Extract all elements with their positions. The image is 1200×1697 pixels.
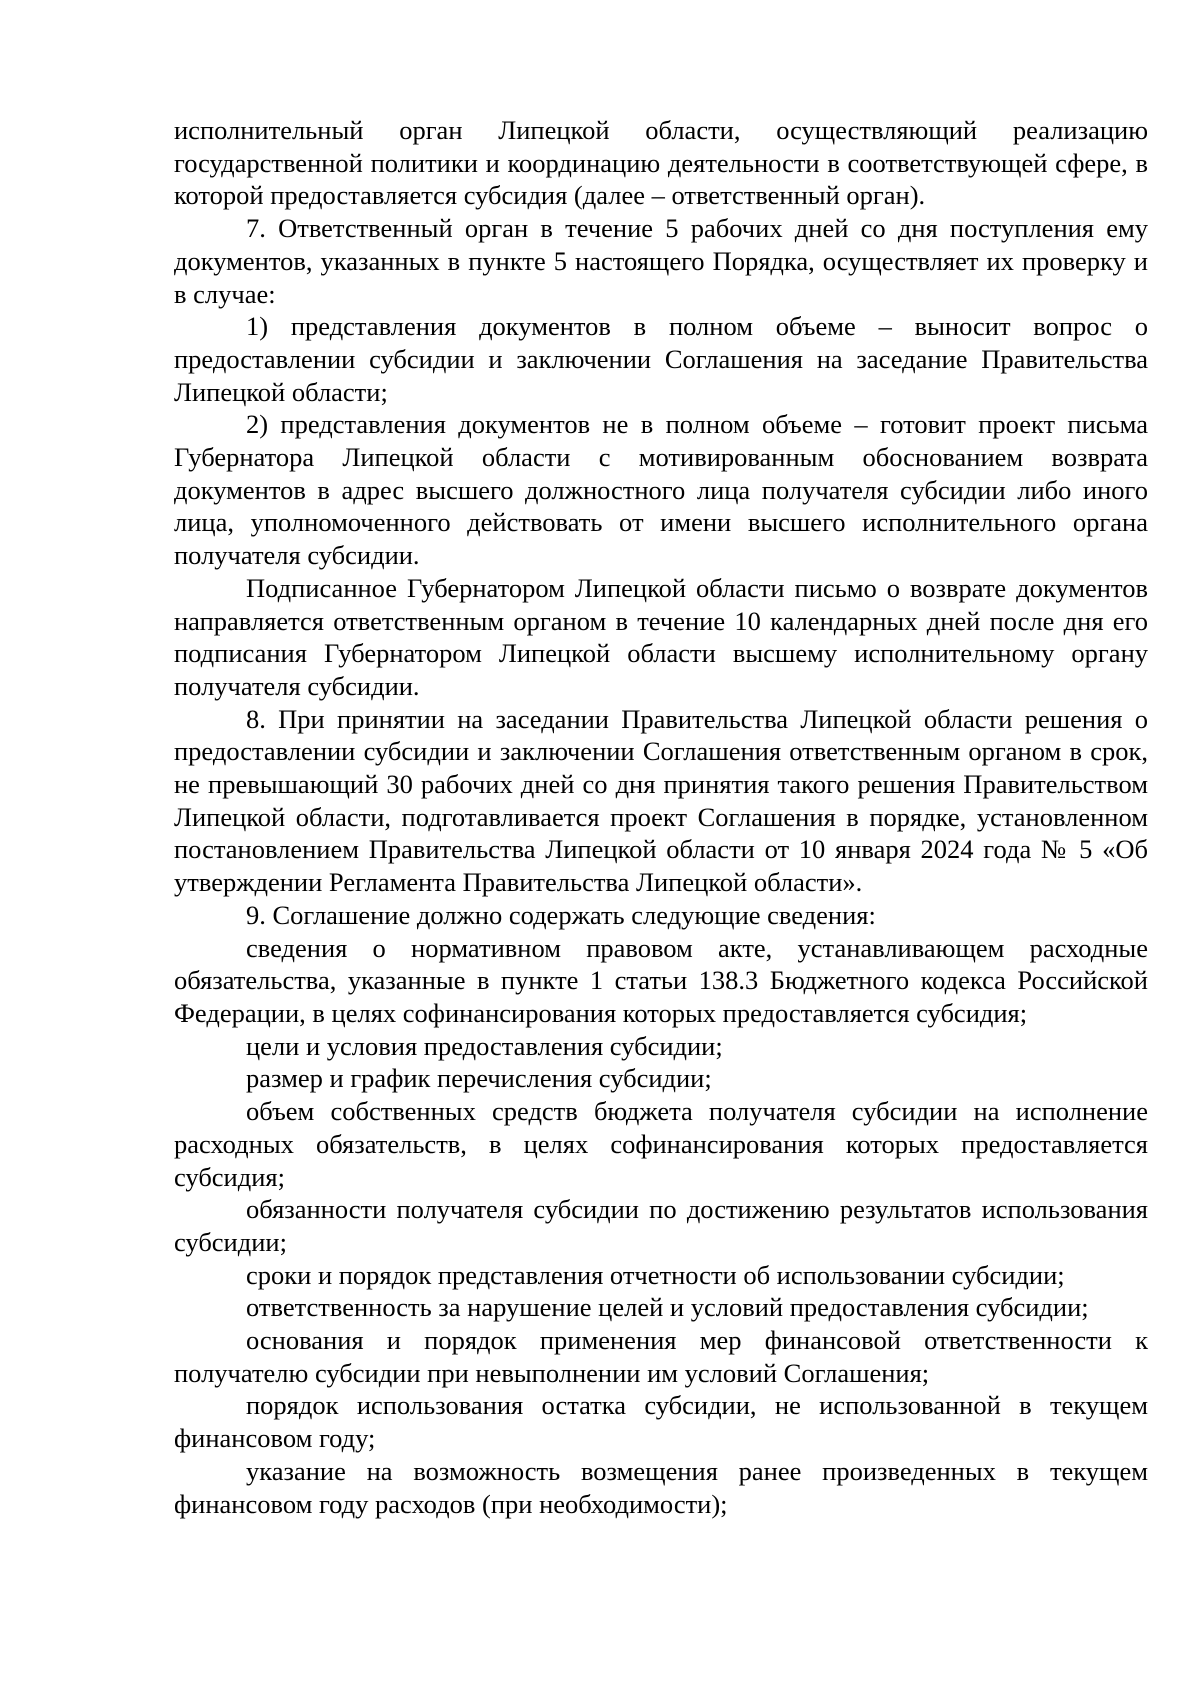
paragraph-return-letter: Подписанное Губернатором Липецкой области письмо о возврате документов направляется ответственным органом в течение 10 календарных дней после дня его подписания Губернатором Липецкой области высшему исполнительному органу получателя субсидии. [174,572,1148,701]
list-item-financial-measures: основания и порядок применения мер финансовой ответственности к получателю субсидии при невыполнении им условий Соглашения; [174,1325,1148,1388]
list-item-own-funds: объем собственных средств бюджета получателя субсидии на исполнение расходных обязательств, в целях софинансирования которых предоставляется субсидия; [174,1096,1148,1192]
paragraph-item-9: 9. Соглашение должно содержать следующие сведения: [246,899,876,930]
paragraph-item-7-2: 2) представления документов не в полном объеме – готовит проект письма Губернатора Липецкой области с мотивированным обоснованием возврата документов в адрес высшего должностного лица получателя субсидии либо иного лица, уполномоченного действовать от имени высшего исполнительного органа получателя субсидии. [174,409,1148,571]
list-item-responsibility: ответственность за нарушение целей и условий предоставления субсидии; [246,1292,1089,1323]
document-page [174,114,1148,1520]
list-item-remainder: порядок использования остатка субсидии, не использованной в текущем финансовом году; [174,1390,1148,1454]
list-item-reimbursement: указание на возможность возмещения ранее произведенных в текущем финансовом году расходов (при необходимости); [174,1455,1148,1519]
paragraph-item-7-1: 1) представления документов в полном объеме – выносит вопрос о предоставлении субсидии и заключении Соглашения на заседание Правительства Липецкой области; [174,311,1148,407]
list-item-obligations: обязанности получателя субсидии по достижению результатов использования субсидии; [174,1194,1148,1257]
list-item-goals: цели и условия предоставления субсидии; [246,1030,723,1061]
list-item-schedule: размер и график перечисления субсидии; [246,1063,712,1094]
list-item-legal-act: сведения о нормативном правовом акте, устанавливающем расходные обязательства, указанные в пункте 1 статьи 138.3 Бюджетного кодекса Российской Федерации, в целях софинансирования которых предоставляется субсидия; [174,932,1148,1028]
paragraph-responsible-body: исполнительный орган Липецкой области, осуществляющий реализацию государственной политики и координацию деятельности в соответствующей сфере, в которой предоставляется субсидия (далее – ответственный орган). [174,115,1148,211]
paragraph-item-7: 7. Ответственный орган в течение 5 рабочих дней со дня поступления ему документов, указанных в пункте 5 настоящего Порядка, осуществляет их проверку и в случае: [174,213,1148,309]
list-item-reporting: сроки и порядок представления отчетности об использовании субсидии; [246,1259,1065,1290]
paragraph-item-8: 8. При принятии на заседании Правительства Липецкой области решения о предоставлении субсидии и заключении Соглашения ответственным органом в срок, не превышающий 30 рабочих дней со дня принятия такого решения Правительством Липецкой области, подготавливается проект Соглашения в порядке, установленном постановлением Правительства Липецкой области от 10 января 2024 года № 5 «Об утверждении Регламента Правительства Липецкой области». [174,703,1148,898]
